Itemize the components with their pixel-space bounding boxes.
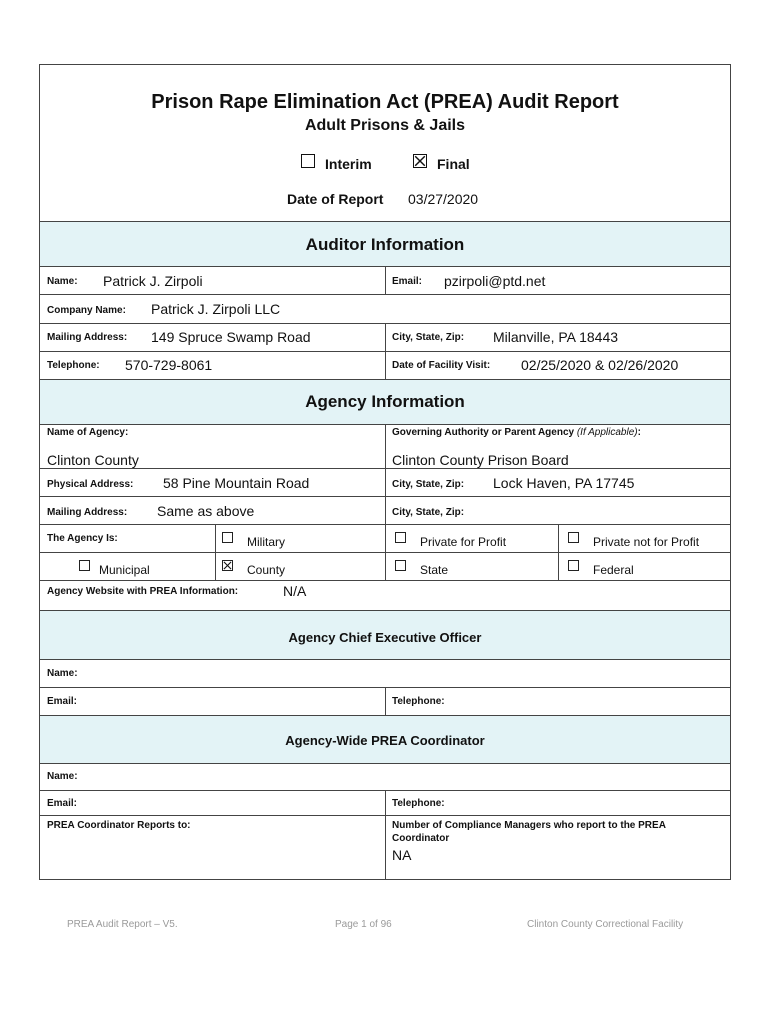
agency-website-label: Agency Website with PREA Information: [47, 586, 239, 597]
private-for-profit-label: Private for Profit [420, 535, 507, 549]
interim-label: Interim [325, 156, 372, 172]
agency-section-title: Agency Information [305, 392, 465, 411]
coordinator-name-label: Name: [47, 771, 78, 782]
auditor-email-label: Email: [392, 276, 423, 287]
facility-visit-value: 02/25/2020 & 02/26/2020 [521, 357, 679, 373]
physical-city-value: Lock Haven, PA 17745 [493, 475, 635, 491]
physical-address-value: 58 Pine Mountain Road [163, 475, 310, 491]
auditor-telephone-value: 570-729-8061 [125, 357, 213, 373]
agency-mailing-label: Mailing Address: [47, 507, 128, 518]
auditor-mailing-label: Mailing Address: [47, 332, 128, 343]
report-title: Prison Rape Elimination Act (PREA) Audit Report [151, 91, 619, 113]
date-of-report-label: Date of Report [287, 191, 384, 207]
facility-visit-label: Date of Facility Visit: [392, 360, 491, 371]
footer-left: PREA Audit Report – V5. [67, 919, 178, 930]
federal-checkbox[interactable] [568, 560, 579, 571]
state-label: State [420, 563, 449, 577]
governing-authority-note: (If Applicable) [576, 427, 638, 438]
coordinator-reports-to-label: PREA Coordinator Reports to: [47, 820, 191, 831]
coordinator-section-title: Agency-Wide PREA Coordinator [285, 733, 485, 748]
compliance-managers-label-line2: Coordinator [392, 833, 450, 844]
agency-is-label: The Agency Is: [47, 533, 118, 544]
agency-mailing-city-label: City, State, Zip: [392, 507, 465, 518]
county-label: County [247, 563, 286, 577]
agency-name-value: Clinton County [47, 452, 139, 468]
checkbox-x-mark [414, 155, 426, 167]
governing-authority-text: Governing Authority or Parent Agency [392, 427, 575, 438]
agency-website-value: N/A [283, 583, 307, 599]
final-label: Final [437, 156, 470, 172]
company-name-label: Company Name: [47, 305, 126, 316]
auditor-city-value: Milanville, PA 18443 [493, 329, 619, 345]
auditor-mailing-value: 149 Spruce Swamp Road [151, 329, 311, 345]
auditor-telephone-label: Telephone: [47, 360, 100, 371]
final-checkbox[interactable] [413, 154, 427, 168]
audit-report-form [39, 64, 731, 880]
physical-address-label: Physical Address: [47, 479, 134, 490]
municipal-checkbox[interactable] [79, 560, 90, 571]
date-of-report-value: 03/27/2020 [408, 191, 479, 207]
company-name-value: Patrick J. Zirpoli LLC [151, 301, 281, 317]
auditor-city-label: City, State, Zip: [392, 332, 465, 343]
auditor-name-value: Patrick J. Zirpoli [103, 273, 203, 289]
governing-authority-colon: : [637, 427, 641, 438]
federal-label: Federal [593, 563, 634, 577]
ceo-section-title: Agency Chief Executive Officer [288, 630, 482, 645]
ceo-name-label: Name: [47, 668, 78, 679]
governing-authority-value: Clinton County Prison Board [392, 452, 569, 468]
checkbox-x-mark [223, 561, 232, 570]
ceo-email-label: Email: [47, 696, 78, 707]
compliance-managers-label-line1: Number of Compliance Managers who report to the PREA [392, 820, 666, 831]
private-not-for-profit-label: Private not for Profit [593, 535, 700, 549]
auditor-email-value: pzirpoli@ptd.net [444, 273, 546, 289]
report-subtitle: Adult Prisons & Jails [304, 117, 466, 134]
coordinator-telephone-label: Telephone: [392, 798, 445, 809]
physical-city-label: City, State, Zip: [392, 479, 465, 490]
auditor-section-title: Auditor Information [305, 235, 465, 254]
agency-mailing-value: Same as above [157, 503, 255, 519]
state-checkbox[interactable] [395, 560, 406, 571]
county-checkbox[interactable] [222, 560, 233, 571]
military-label: Military [247, 535, 285, 549]
military-checkbox[interactable] [222, 532, 233, 543]
coordinator-email-label: Email: [47, 798, 78, 809]
footer-right: Clinton County Correctional Facility [527, 919, 684, 930]
agency-name-label: Name of Agency: [47, 427, 129, 438]
private-for-profit-checkbox[interactable] [395, 532, 406, 543]
footer-page-number: Page 1 of 96 [335, 919, 392, 930]
ceo-telephone-label: Telephone: [392, 696, 445, 707]
private-not-for-profit-checkbox[interactable] [568, 532, 579, 543]
governing-authority-label [392, 427, 641, 438]
compliance-managers-value: NA [392, 847, 412, 863]
auditor-name-label: Name: [47, 276, 78, 287]
interim-checkbox[interactable] [301, 154, 315, 168]
municipal-label: Municipal [99, 563, 150, 577]
